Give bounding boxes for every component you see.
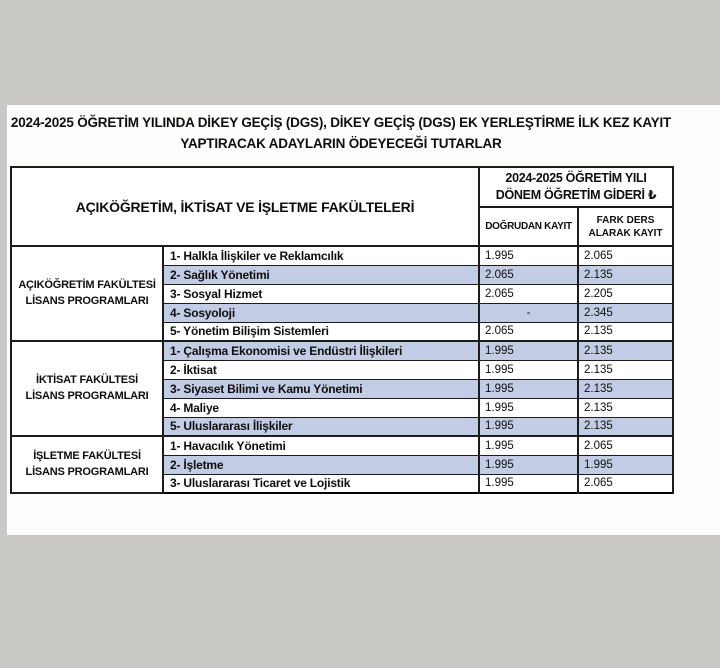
program-cell: 1- Çalışma Ekonomisi ve Endüstri İlişkileri bbox=[163, 341, 479, 360]
document-content bbox=[10, 112, 672, 494]
direct-fee-cell: 1.995 bbox=[479, 436, 578, 455]
direct-fee-cell: - bbox=[479, 303, 578, 322]
direct-fee-cell: 1.995 bbox=[479, 360, 578, 379]
table-row bbox=[11, 246, 673, 265]
program-cell: 1- Havacılık Yönetimi bbox=[163, 436, 479, 455]
fees-table bbox=[10, 166, 674, 494]
fark-fee-cell: 2.135 bbox=[578, 360, 673, 379]
faculty-cell: İŞLETME FAKÜLTESİ LİSANS PROGRAMLARI bbox=[11, 436, 163, 493]
document-title-line2: YAPTIRACAK ADAYLARIN ÖDEYECEĞİ TUTARLAR bbox=[180, 136, 502, 151]
program-cell: 4- Maliye bbox=[163, 398, 479, 417]
fark-fee-cell: 2.135 bbox=[578, 322, 673, 341]
program-cell: 2- İktisat bbox=[163, 360, 479, 379]
faculty-cell: AÇIKÖĞRETİM FAKÜLTESİ LİSANS PROGRAMLARI bbox=[11, 246, 163, 341]
table-row bbox=[11, 436, 673, 455]
direct-fee-cell: 1.995 bbox=[479, 398, 578, 417]
fark-fee-cell: 2.065 bbox=[578, 436, 673, 455]
fee-title-header: 2024-2025 ÖĞRETİM YILI DÖNEM ÖĞRETİM GİDERİ ₺ bbox=[479, 167, 673, 207]
direct-fee-cell: 2.065 bbox=[479, 284, 578, 303]
fark-fee-cell: 2.135 bbox=[578, 417, 673, 436]
program-cell: 3- Uluslararası Ticaret ve Lojistik bbox=[163, 474, 479, 493]
program-cell: 3- Siyaset Bilimi ve Kamu Yönetimi bbox=[163, 379, 479, 398]
document-page bbox=[7, 105, 720, 535]
fark-fee-cell: 2.135 bbox=[578, 341, 673, 360]
fark-fee-cell: 1.995 bbox=[578, 455, 673, 474]
direct-fee-cell: 2.065 bbox=[479, 265, 578, 284]
direct-fee-cell: 1.995 bbox=[479, 474, 578, 493]
program-cell: 3- Sosyal Hizmet bbox=[163, 284, 479, 303]
fark-fee-cell: 2.135 bbox=[578, 398, 673, 417]
fark-ders-header: FARK DERS ALARAK KAYIT bbox=[578, 207, 673, 246]
program-cell: 2- Sağlık Yönetimi bbox=[163, 265, 479, 284]
direct-fee-cell: 1.995 bbox=[479, 341, 578, 360]
fark-fee-cell: 2.135 bbox=[578, 379, 673, 398]
direct-fee-cell: 1.995 bbox=[479, 417, 578, 436]
fark-fee-cell: 2.065 bbox=[578, 246, 673, 265]
program-cell: 5- Uluslararası İlişkiler bbox=[163, 417, 479, 436]
program-cell: 1- Halkla İlişkiler ve Reklamcılık bbox=[163, 246, 479, 265]
direct-registration-header: DOĞRUDAN KAYIT bbox=[479, 207, 578, 246]
direct-fee-cell: 2.065 bbox=[479, 322, 578, 341]
fark-fee-cell: 2.135 bbox=[578, 265, 673, 284]
fark-fee-cell: 2.065 bbox=[578, 474, 673, 493]
fark-fee-cell: 2.345 bbox=[578, 303, 673, 322]
fark-fee-cell: 2.205 bbox=[578, 284, 673, 303]
program-cell: 5- Yönetim Bilişim Sistemleri bbox=[163, 322, 479, 341]
direct-fee-cell: 1.995 bbox=[479, 246, 578, 265]
document-title bbox=[10, 112, 672, 154]
faculties-header: AÇIKÖĞRETİM, İKTİSAT VE İŞLETME FAKÜLTELERİ bbox=[11, 167, 479, 246]
faculty-cell: İKTİSAT FAKÜLTESİ LİSANS PROGRAMLARI bbox=[11, 341, 163, 436]
program-cell: 4- Sosyoloji bbox=[163, 303, 479, 322]
table-row bbox=[11, 341, 673, 360]
direct-fee-cell: 1.995 bbox=[479, 455, 578, 474]
direct-fee-cell: 1.995 bbox=[479, 379, 578, 398]
table-header-row-1 bbox=[11, 167, 673, 207]
program-cell: 2- İşletme bbox=[163, 455, 479, 474]
document-title-line1: 2024-2025 ÖĞRETİM YILINDA DİKEY GEÇİŞ (DGS), DİKEY GEÇİŞ (DGS) EK YERLEŞTİRME İLK KEZ KAYIT bbox=[10, 115, 672, 130]
